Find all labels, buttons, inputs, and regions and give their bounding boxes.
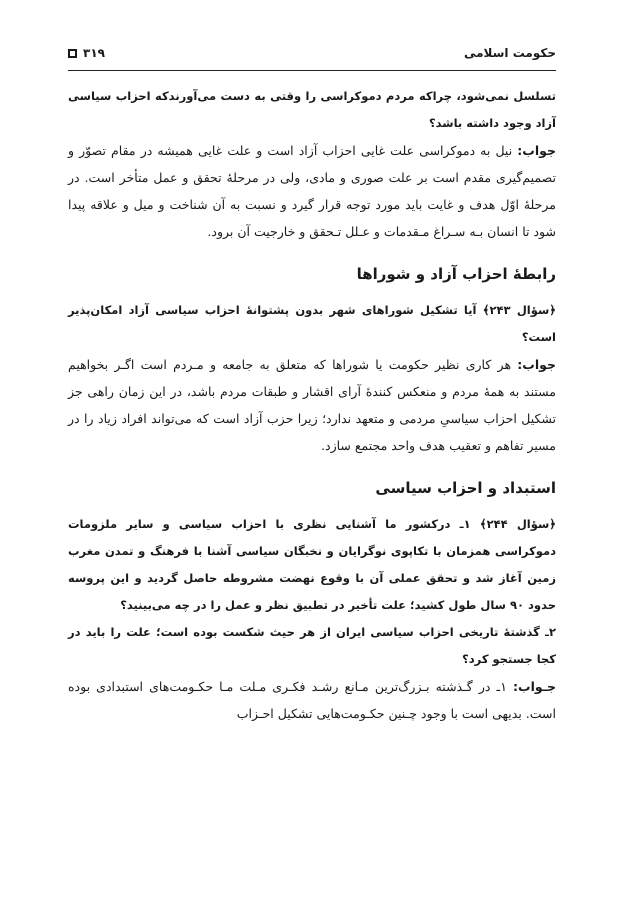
section-heading: رابطهٔ احزاب آزاد و شوراها [356, 265, 556, 283]
running-header [68, 40, 556, 66]
answer-paragraph [68, 137, 556, 245]
answer-text: نیل به دموکراسی علت غایی احزاب آزاد است و علت غایی همیشه در مقام تصوّر و تصمیم‌گیری مقدم است بر علت صوری و مادی، ولی در مرحلهٔ تحقق و عمل متأخر است. در مرحلهٔ اوّل هدف و غایت باید مورد توجه قرار گیرد و نسبت به آن شناخت و میل و علاقه پیدا شود تا انسان بـه سـراغ مـقدمات و عـلل تـحقق و خارجیت آن برود. [68, 143, 556, 239]
header-divider [68, 70, 556, 71]
question-marker: ﴿سؤال ۲۴۳﴾ [482, 303, 556, 317]
answer-label: جواب: [517, 357, 556, 372]
question-continuation: تسلسل نمی‌شود، چراکه مردم دموکراسی را وقتی به دست می‌آورندکه احزاب سیاسی آزاد وجود داشته باشد؟ [68, 89, 556, 130]
page-number-group [68, 46, 105, 60]
page-number: ۳۱۹ [83, 46, 105, 60]
answer-label: جواب: [517, 143, 556, 158]
running-title: حکومت اسلامی [463, 46, 556, 60]
question-paragraph [68, 297, 556, 351]
question-paragraph [68, 511, 556, 619]
section-heading: استبداد و احزاب سیاسی [375, 479, 556, 497]
question-text: ۱ـ درکشور ما آشنایی نظری با احزاب سیاسی و سایر ملزومات دموکراسی همزمان با تکاپوی نوگرایان و نخبگان سیاسی آشنا با فرهنگ و تمدن مغرب زمین آغاز شد و تحقق عملی آن با وقوع نهضت مشروطه حاصل گردید و این پروسه حدود ۹۰ سال طول کشید؛ علت تأخیر در تطبیق نظر و عمل را در چه می‌بینید؟ [68, 517, 556, 612]
answer-text: ۱ـ در گـذشته بـزرگ‌ترین مـانع رشـد فکـری مـلت مـا حکـومت‌های استبدادی بوده است. بدیهی است با وجود چـنین حکـومت‌هایی تشکیل احـزاب [68, 679, 556, 721]
answer-label: جـواب: [513, 679, 556, 694]
document-page [68, 40, 556, 879]
question-paragraph: ۲ـ گذشتهٔ تاریخی احزاب سیاسی ایران از هر حیث شکست بوده است؛ علت را باید در کجا جستجو کرد؟ [68, 625, 556, 666]
answer-paragraph [68, 351, 556, 459]
question-marker: ﴿سؤال ۲۴۴﴾ [479, 517, 556, 531]
answer-text: هر کاری نظیر حکومت یا شوراها که متعلق به جامعه و مـردم است اگـر بخواهیم مستند به همهٔ مردم و منعکس کنندهٔ آرای اقشار و طبقات مردم باشد، در این زمان راهی جز تشکیل احزاب سیاسیِ مردمی و متعهد ندارد؛ زیرا حزب آزاد است که می‌تواند افراد زیاد را در مسیر تفاهم و تعقیب هدف واحد مجتمع سازد. [68, 357, 556, 453]
question-text: آیا تشکیل شوراهای شهر بدون پشتوانهٔ احزاب سیاسی آزاد امکان‌پذیر است؟ [68, 303, 556, 344]
answer-paragraph [68, 673, 556, 727]
page-marker-icon [68, 49, 77, 58]
